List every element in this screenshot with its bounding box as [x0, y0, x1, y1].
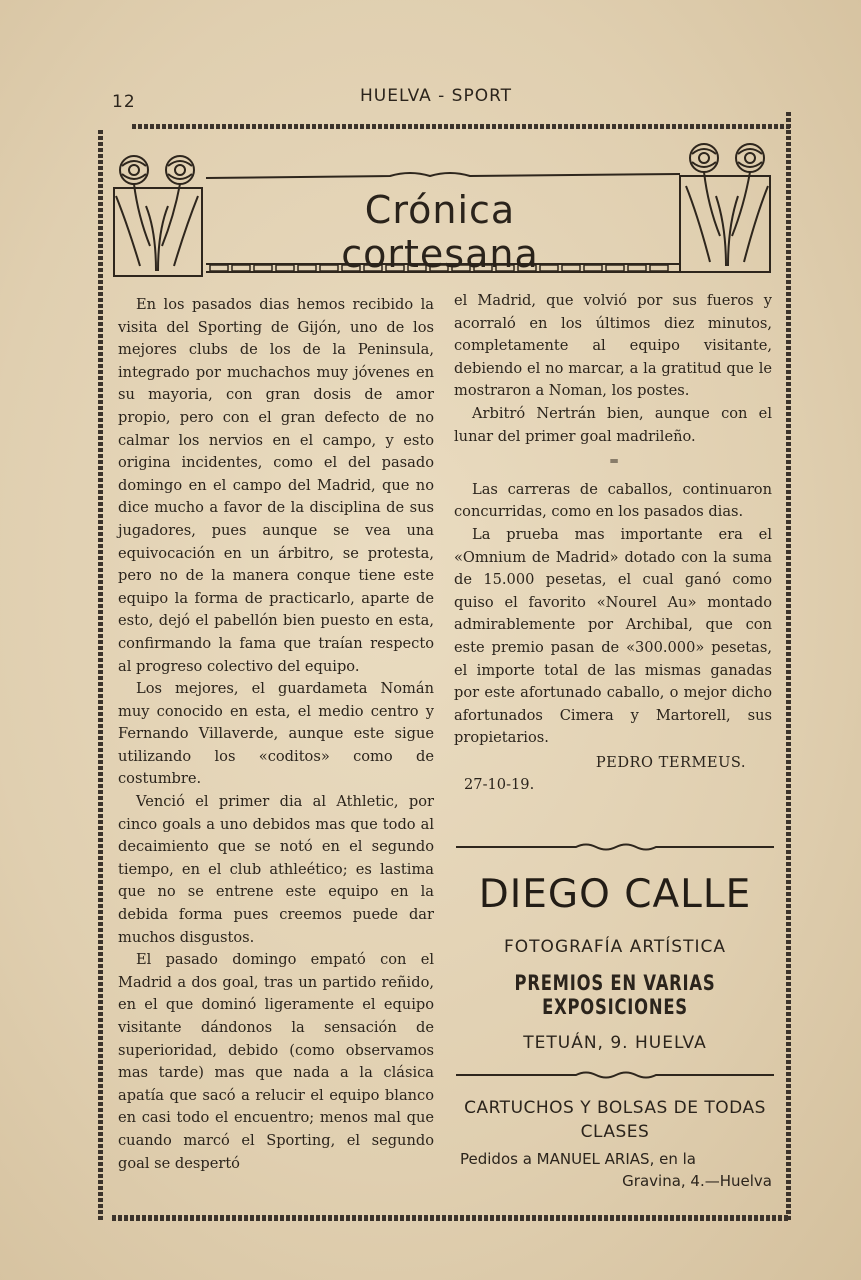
bottom-border-rule: [112, 1215, 788, 1221]
page-header: [112, 86, 784, 112]
paragraph: Las carreras de caballos, continuaron concurridas, como en los pasados dias.: [454, 480, 772, 521]
top-border-rule: [132, 124, 792, 129]
article-date: 27-10-19.: [464, 776, 535, 794]
page-number: 12: [112, 92, 136, 112]
left-border-rule: [98, 130, 103, 1220]
advert2-address: Gravina, 4.—Huelva: [622, 1172, 772, 1190]
advert-awards: PREMIOS EN VARIAS EXPOSICIONES: [514, 971, 716, 1019]
article-column-right: [454, 290, 772, 797]
author-signature: PEDRO TERMEUS.: [595, 753, 746, 771]
paragraph: La prueba mas importante era el «Omnium de Madrid» dotado con la suma de 15.000 pesetas, el cual ganó como quiso el favorito «Nourel Au» montado admirablemente por Archibal, que con este premio pasan de «300.000» pesetas, el importe total de las mismas ganadas por este afortunado caballo, o mejor dicho afortunados Cimera y Martorell, sus propietarios.: [454, 525, 772, 747]
photographer-advert: [456, 842, 774, 1053]
paragraph: El pasado domingo empató con el Madrid a dos goal, tras un partido reñido, en el que dominó ligeramente el equipo visitante dándonos la sensación de superioridad, debido (como observamos mas tarde) mas que nada a la clásica apatía que sacó a relucir el equipo blanco en casi todo el encuentro; menos mal que cuando marcó el Sporting, el segundo goal se despertó: [118, 951, 434, 1172]
ornamental-rule: [456, 842, 774, 852]
paragraph: Los mejores, el guardameta Nomán muy conocido en esta, el medio centro y Fernando Villaverde, aunque este sigue utilizando los «coditos» como de costumbre.: [118, 680, 434, 788]
paragraph: el Madrid, que volvió por sus fueros y acorraló en los últimos diez minutos, completamente al equipo visitante, debiendo el no marcar, a la gratitud que le mostraron a Noman, los postes.: [454, 292, 772, 400]
right-border-rule: [786, 112, 791, 1220]
advert2-order: Pedidos a MANUEL ARIAS, en la: [460, 1150, 696, 1168]
advert2-headline: CARTUCHOS Y BOLSAS DE TODAS CLASES: [464, 1098, 766, 1142]
paragraph: Arbitró Nertrán bien, aunque con el lunar del primer goal madrileño.: [454, 404, 772, 445]
advert-address: TETUÁN, 9. HUELVA: [523, 1033, 707, 1053]
section-divider: ═: [610, 454, 616, 469]
cartridge-advert: [456, 1070, 774, 1190]
article-column-left: [118, 294, 434, 1175]
advert-tagline: FOTOGRAFÍA ARTÍSTICA: [504, 937, 726, 957]
paragraph: Venció el primer dia al Athletic, por cinco goals a uno debidos mas que todo al decaimiento que se notó en el segundo tiempo, en el club athleético; es lastima que no se entrene este equipo en la debida forma pues creemos puede dar muchos disgustos.: [118, 793, 434, 946]
section-title: Crónica cortesana: [341, 188, 539, 276]
advertiser-name: DIEGO CALLE: [478, 872, 752, 917]
paragraph: En los pasados dias hemos recibido la visita del Sporting de Gijón, uno de los mejores clubs de los de la Peninsula, integrado por muchachos muy jóvenes en su mayoria, con gran dosis de amor propio, pero con el gran defecto de no calmar los nervios en el campo, y esto origina incidentes, como el del pasado domingo en el campo del Madrid, que no dice mucho a favor de la disciplina de sus jugadores, pues aunque se vea una equivocación en un árbitro, se protesta, pero no de la manera conque tiene este equipo la forma de practicarlo, aparte de esto, dejó el pabellón bien puesto en esta, confirmando la fama que traían respecto al progreso colectivo del equipo.: [118, 296, 434, 675]
section-heading-banner: [110, 136, 774, 282]
magazine-title: HUELVA - SPORT: [360, 86, 513, 106]
ornamental-rule: [456, 1070, 774, 1080]
